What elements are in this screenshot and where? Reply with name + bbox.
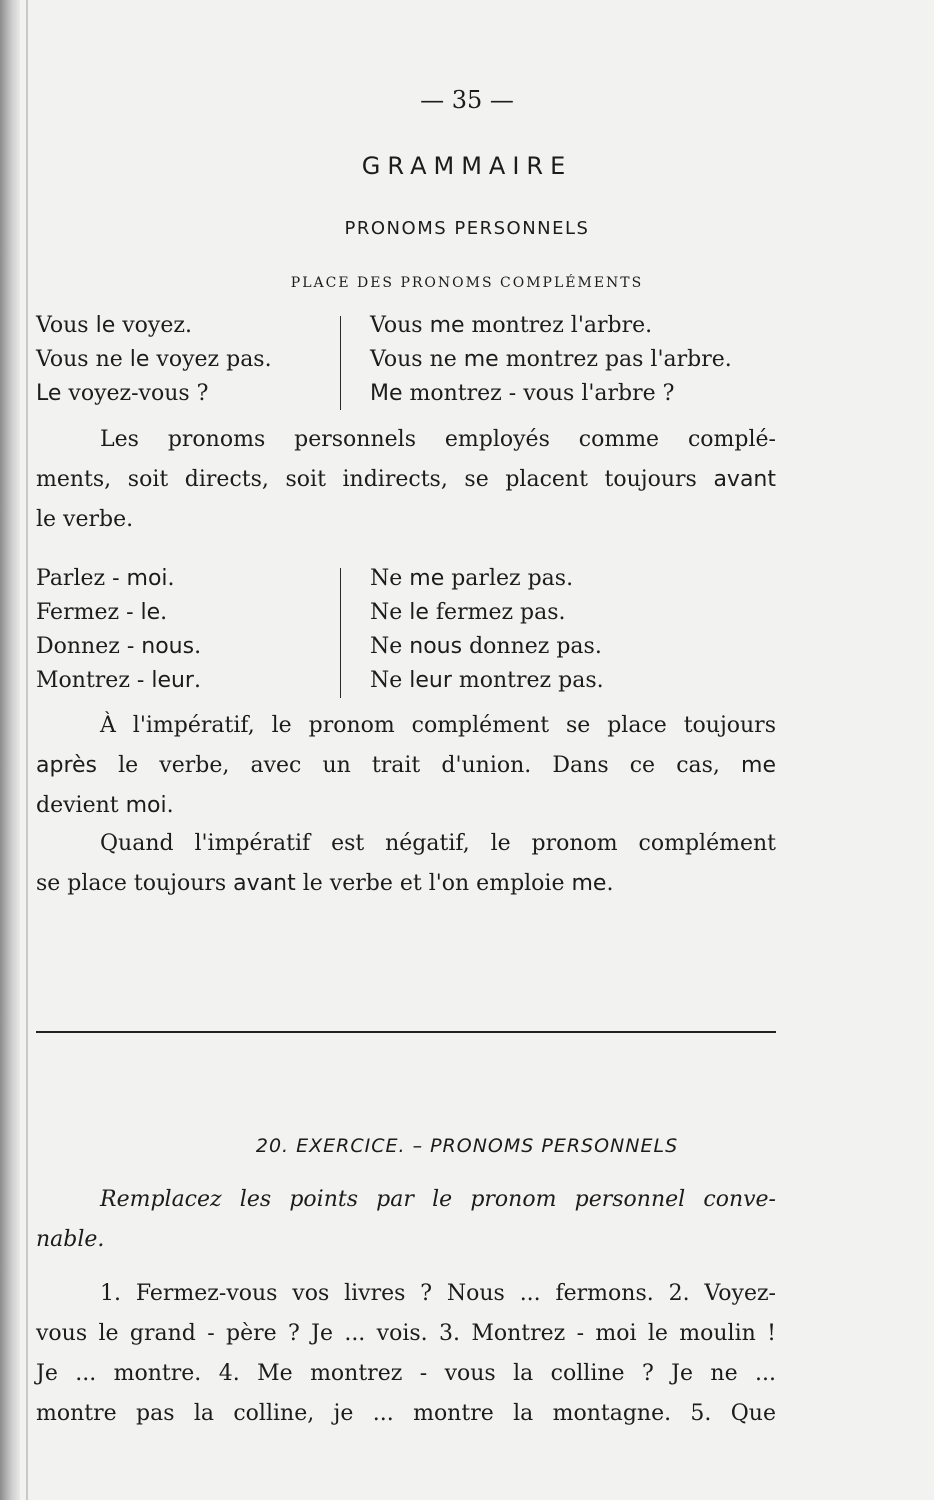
- exercise-instruction: [36, 1180, 776, 1260]
- paragraph-line: se place toujours avant le verbe et l'on emploie me.: [36, 871, 614, 896]
- section-rule: [36, 1031, 776, 1033]
- rule-paragraph-3: [36, 824, 776, 904]
- paragraph-line: le verbe.: [36, 507, 134, 532]
- exercise-text: [36, 1274, 776, 1434]
- paragraph-line: Les pronoms personnels employés comme complé-: [100, 427, 776, 452]
- negative-right-1: Ne me parlez pas.: [370, 566, 574, 591]
- example-left-1: Vous le voyez.: [36, 313, 192, 338]
- column-divider: [340, 316, 341, 410]
- negative-right-3: Ne nous donnez pas.: [370, 634, 602, 659]
- imperative-left-2: Fermez - le.: [36, 600, 168, 625]
- example-left-3: Le voyez-vous ?: [36, 381, 209, 406]
- instruction-line: nable.: [36, 1227, 105, 1252]
- imperative-left-1: Parlez - moi.: [36, 566, 175, 591]
- exercise-line: montre pas la colline, je ... montre la montagne. 5. Que: [36, 1401, 776, 1426]
- page-number: — 35 —: [420, 86, 514, 114]
- exercise-line: 1. Fermez-vous vos livres ? Nous ... fermons. 2. Voyez-: [100, 1281, 776, 1306]
- imperative-left-3: Donnez - nous.: [36, 634, 202, 659]
- section-title: PLACE DES PRONOMS COMPLÉMENTS: [290, 275, 644, 291]
- instruction-line: Remplacez les points par le pronom personnel conve-: [100, 1187, 776, 1212]
- column-divider: [340, 568, 341, 698]
- example-right-1: Vous me montrez l'arbre.: [370, 313, 653, 338]
- paragraph-line: Quand l'impératif est négatif, le pronom complément: [100, 831, 776, 856]
- imperative-left-4: Montrez - leur.: [36, 668, 201, 693]
- paragraph-line: À l'impératif, le pronom complément se place toujours: [100, 713, 776, 738]
- exercise-line: Je ... montre. 4. Me montrez - vous la colline ? Je ne ...: [36, 1361, 776, 1386]
- negative-right-4: Ne leur montrez pas.: [370, 668, 604, 693]
- page-title: GRAMMAIRE: [361, 152, 573, 180]
- rule-paragraph-2: [36, 706, 776, 826]
- example-right-2: Vous ne me montrez pas l'arbre.: [370, 347, 732, 372]
- exercise-line: vous le grand - père ? Je ... vois. 3. Montrez - moi le moulin !: [36, 1321, 776, 1346]
- chapter-subtitle: PRONOMS PERSONNELS: [344, 218, 590, 239]
- paragraph-line: devient moi.: [36, 793, 174, 818]
- rule-paragraph-1: [36, 420, 776, 540]
- paragraph-line: après le verbe, avec un trait d'union. Dans ce cas, me: [36, 753, 776, 778]
- negative-right-2: Ne le fermez pas.: [370, 600, 566, 625]
- example-left-2: Vous ne le voyez pas.: [36, 347, 272, 372]
- paragraph-line: ments, soit directs, soit indirects, se placent toujours avant: [36, 467, 776, 492]
- exercise-title: 20. EXERCICE. – PRONOMS PERSONNELS: [255, 1135, 679, 1157]
- example-right-3: Me montrez - vous l'arbre ?: [370, 381, 675, 406]
